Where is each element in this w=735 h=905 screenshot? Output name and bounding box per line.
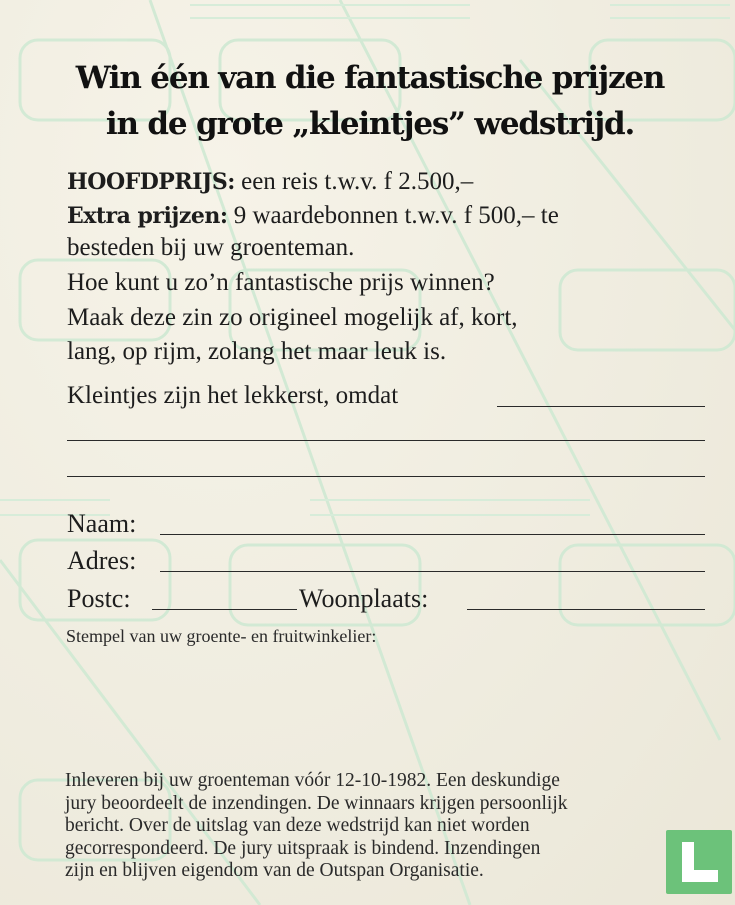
answer-line-3[interactable] bbox=[67, 476, 705, 477]
extra-prizes-line bbox=[67, 200, 559, 232]
address-label: Adres: bbox=[67, 546, 137, 575]
city-label: Woonplaats: bbox=[299, 584, 429, 613]
city-field-line[interactable] bbox=[467, 609, 705, 610]
main-prize-text: een reis t.w.v. f 2.500,– bbox=[234, 168, 474, 195]
answer-line-2[interactable] bbox=[67, 440, 705, 441]
extra-prizes-continuation: besteden bij uw groenteman. bbox=[67, 234, 355, 261]
postcode-label: Postc: bbox=[67, 584, 131, 613]
headline-line-2: in de grote „kleintjes” wedstrijd. bbox=[105, 106, 635, 142]
footer-line-1: Inleveren bij uw groenteman vóór 12-10-1982. Een deskundige bbox=[65, 770, 560, 791]
footer-terms bbox=[65, 770, 675, 883]
main-prize-label: HOOFDPRIJS: bbox=[67, 169, 235, 195]
answer-line-1[interactable] bbox=[497, 406, 705, 407]
footer-line-5: zijn en blijven eigendom van de Outspan Organisatie. bbox=[65, 860, 484, 881]
stamp-label: Stempel van uw groente- en fruitwinkelier: bbox=[66, 626, 377, 646]
footer-line-2: jury beoordeelt de inzendingen. De winnaars krijgen persoonlijk bbox=[65, 792, 568, 814]
address-field-line[interactable] bbox=[160, 571, 705, 572]
extra-prizes-label: Extra prijzen: bbox=[67, 203, 228, 229]
instruction-line-2: Maak deze zin zo origineel mogelijk af, kort, bbox=[67, 304, 518, 331]
footer-line-4: gecorrespondeerd. De jury uitspraak is bindend. Inzendingen bbox=[65, 837, 541, 859]
footer-line-3: bericht. Over de uitslag van deze wedstrijd kan niet worden bbox=[65, 815, 530, 836]
postcode-field-line[interactable] bbox=[152, 609, 297, 610]
green-square-logo-icon bbox=[666, 830, 732, 894]
name-label: Naam: bbox=[67, 509, 137, 538]
headline-line-1: Win één van die fantastische prijzen bbox=[75, 60, 665, 96]
sentence-start: Kleintjes zijn het lekkerst, omdat bbox=[67, 382, 399, 409]
instruction-line-3: lang, op rijm, zolang het maar leuk is. bbox=[67, 338, 447, 365]
instruction-line-1: Hoe kunt u zo’n fantastische prijs winnen? bbox=[67, 269, 495, 296]
l-shape-icon bbox=[678, 840, 722, 884]
extra-prizes-text: 9 waardebonnen t.w.v. f 500,– te bbox=[227, 202, 559, 229]
name-field-line[interactable] bbox=[160, 534, 705, 535]
main-prize-line bbox=[67, 166, 473, 198]
